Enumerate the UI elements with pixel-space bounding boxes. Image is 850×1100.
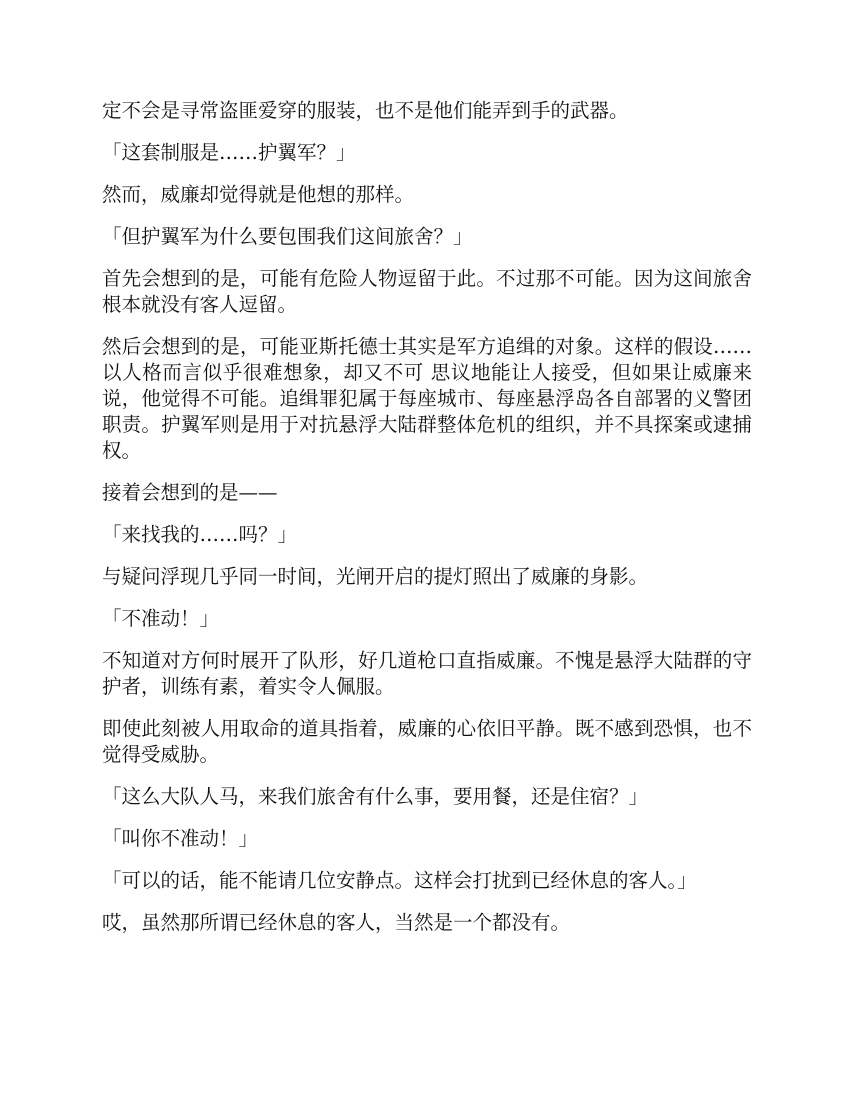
paragraph-12: 即使此刻被人用取命的道具指着，威廉的心依旧平静。既不感到恐惧，也不觉得受威胁。 — [102, 717, 752, 766]
paragraph-9: 与疑问浮现几乎同一时间，光闸开启的提灯照出了威廉的身影。 — [102, 565, 649, 588]
paragraph-4: 「但护翼军为什么要包围我们这间旅舍？」 — [102, 225, 473, 248]
paragraph-16: 哎，虽然那所谓已经休息的客人，当然是一个都没有。 — [102, 911, 571, 934]
paragraph-13: 「这么大队人马，来我们旅舍有什么事，要用餐，还是住宿？」 — [102, 785, 649, 808]
paragraph-2: 「这套制服是……护翼军？」 — [102, 141, 356, 164]
paragraph-7: 接着会想到的是—— — [102, 481, 278, 504]
paragraph-5: 首先会想到的是，可能有危险人物逗留于此。不过那不可能。因为这间旅舍根本就没有客人逗留。 — [102, 267, 752, 316]
paragraph-15: 「可以的话，能不能请几位安静点。这样会打扰到已经休息的客人。」 — [102, 869, 697, 892]
document-page — [102, 98, 752, 952]
paragraph-14: 「叫你不准动！」 — [102, 827, 259, 850]
paragraph-11: 不知道对方何时展开了队形，好几道枪口直指威廉。不愧是悬浮大陆群的守护者，训练有素，着实令人佩服。 — [102, 649, 752, 698]
paragraph-1: 定不会是寻常盗匪爱穿的服装，也不是他们能弄到手的武器。 — [102, 99, 629, 122]
paragraph-3: 然而，威廉却觉得就是他想的那样。 — [102, 183, 415, 206]
paragraph-10: 「不准动！」 — [102, 607, 220, 630]
paragraph-8: 「来找我的……吗？」 — [102, 523, 298, 546]
paragraph-6: 然后会想到的是，可能亚斯托德士其实是军方追缉的对象。这样的假设……以人格而言似乎很难想象，却又不可 思议地能让人接受，但如果让威廉来说，他觉得不可能。追缉罪犯属于每座城市、每座悬浮岛各自部署的义警团职责。护翼军则是用于对抗悬浮大陆群整体危机的组织，并不具探案或逮捕权。 — [102, 335, 752, 462]
